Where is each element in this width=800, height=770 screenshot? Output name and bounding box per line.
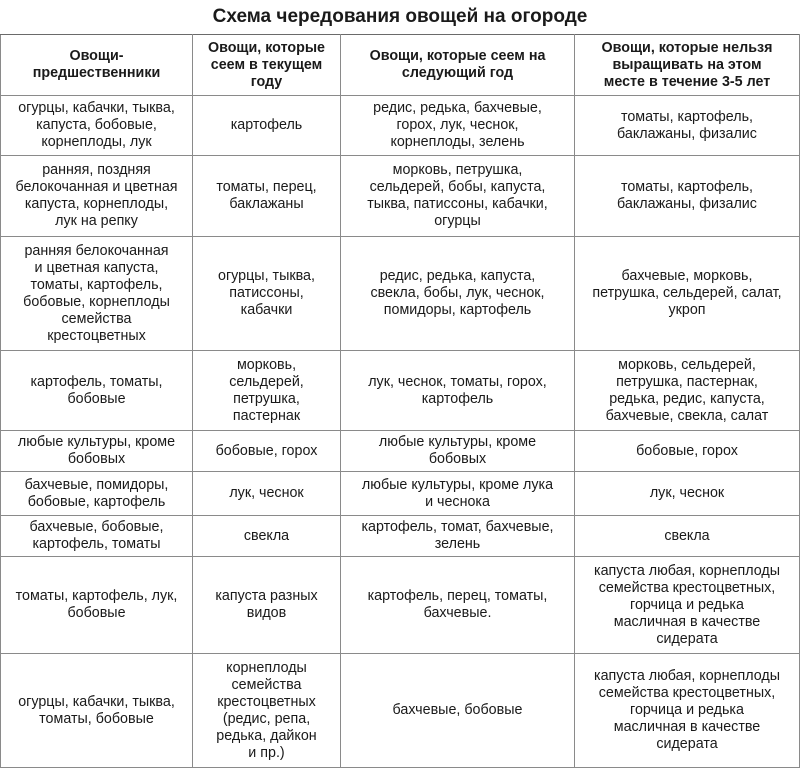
cell-text: любые культуры, кроме лука и чеснока [361, 476, 554, 510]
table-row [1, 156, 800, 237]
cell-text: морковь, петрушка, сельдерей, бобы, капуста, тыква, патиссоны, кабачки, огурцы [367, 162, 548, 229]
cell-text: бобовые, горох [215, 442, 318, 459]
cell-predecessors [1, 472, 193, 516]
cell-text: любые культуры, кроме бобовых [378, 434, 537, 467]
cell-next-year [341, 557, 575, 654]
cell-text: огурцы, кабачки, тыква, томаты, бобовые [18, 693, 175, 727]
header-forbidden [575, 35, 800, 96]
cell-text: бахчевые, бобовые, картофель, томаты [29, 519, 164, 552]
cell-forbidden [575, 96, 800, 156]
table-row [1, 351, 800, 431]
cell-next-year [341, 431, 575, 472]
header-label: Овощи, которые сеем на следующий год [369, 48, 546, 81]
cell-text: томаты, картофель, баклажаны, физалис [617, 108, 757, 142]
cell-current-year [193, 516, 341, 557]
cell-text: капуста разных видов [215, 588, 318, 621]
cell-text: огурцы, тыква, патиссоны, кабачки [218, 268, 315, 318]
cell-predecessors [1, 431, 193, 472]
header-label: Овощи- предшественники [32, 48, 161, 81]
cell-text: картофель, перец, томаты, бахчевые. [367, 588, 548, 621]
cell-predecessors [1, 654, 193, 768]
cell-predecessors [1, 237, 193, 351]
cell-text: свекла [664, 527, 710, 544]
cell-next-year [341, 472, 575, 516]
header-current-year [193, 35, 341, 96]
cell-text: бобовые, горох [636, 442, 738, 459]
cell-text: лук, чеснок [229, 485, 304, 501]
cell-text: лук, чеснок [649, 485, 725, 501]
cell-forbidden [575, 472, 800, 516]
cell-text: свекла [243, 527, 290, 544]
table-row [1, 516, 800, 557]
table-row [1, 654, 800, 768]
cell-text: бахчевые, морковь, петрушка, сельдерей, салат, укроп [592, 268, 782, 318]
cell-text: бахчевые, бобовые [392, 702, 523, 718]
table-row [1, 472, 800, 516]
cell-text: любые культуры, кроме бобовых [17, 434, 176, 467]
cell-text: огурцы, кабачки, тыква, капуста, бобовые, корнеплоды, лук [18, 100, 175, 150]
cell-current-year [193, 557, 341, 654]
cell-text: морковь, сельдерей, петрушка, пастернак [229, 356, 304, 424]
header-row [1, 35, 800, 96]
cell-next-year [341, 351, 575, 431]
cell-text: томаты, перец, баклажаны [216, 179, 317, 212]
table-row [1, 557, 800, 654]
cell-forbidden [575, 557, 800, 654]
cell-predecessors [1, 516, 193, 557]
cell-next-year [341, 654, 575, 768]
cell-predecessors [1, 96, 193, 156]
cell-text: томаты, картофель, лук, бобовые [15, 588, 178, 621]
cell-text: картофель, томаты, бобовые [30, 373, 163, 407]
cell-predecessors [1, 351, 193, 431]
cell-text: корнеплоды семейства крестоцветных (редис, репа, редька, дайкон и пр.) [216, 659, 317, 761]
cell-current-year [193, 156, 341, 237]
cell-next-year [341, 237, 575, 351]
cell-forbidden [575, 431, 800, 472]
crop-rotation-table [0, 34, 800, 768]
cell-predecessors [1, 557, 193, 654]
cell-forbidden [575, 156, 800, 237]
cell-current-year [193, 237, 341, 351]
cell-next-year [341, 96, 575, 156]
cell-next-year [341, 156, 575, 237]
cell-text: лук, чеснок, томаты, горох, картофель [368, 373, 547, 407]
cell-text: бахчевые, помидоры, бобовые, картофель [24, 476, 169, 510]
table-row [1, 431, 800, 472]
cell-text: томаты, картофель, баклажаны, физалис [617, 179, 757, 212]
table-row [1, 237, 800, 351]
cell-text: ранняя белокочанная и цветная капуста, томаты, картофель, бобовые, корнеплоды семейства крестоцветных [23, 242, 170, 344]
cell-current-year [193, 351, 341, 431]
cell-forbidden [575, 654, 800, 768]
cell-text: картофель, томат, бахчевые, зелень [361, 519, 554, 552]
cell-text: редис, редька, капуста, свекла, бобы, лук, чеснок, помидоры, картофель [370, 268, 545, 318]
cell-predecessors [1, 156, 193, 237]
cell-text: ранняя, поздняя белокочанная и цветная капуста, корнеплоды, лук на репку [15, 162, 178, 229]
header-predecessors [1, 35, 193, 96]
cell-text: морковь, сельдерей, петрушка, пастернак, редька, редис, капуста, бахчевые, свекла, салат [605, 356, 769, 424]
cell-text: картофель [230, 117, 303, 133]
cell-text: капуста любая, корнеплоды семейства крестоцветных, горчица и редька масличная в качестве сидерата [594, 562, 780, 647]
header-next-year [341, 35, 575, 96]
cell-forbidden [575, 351, 800, 431]
cell-forbidden [575, 237, 800, 351]
cell-next-year [341, 516, 575, 557]
cell-current-year [193, 431, 341, 472]
table-row [1, 96, 800, 156]
cell-forbidden [575, 516, 800, 557]
cell-current-year [193, 96, 341, 156]
page-title: Схема чередования овощей на огороде [212, 6, 588, 27]
cell-current-year [193, 654, 341, 768]
header-label: Овощи, которые нельзя выращивать на этом месте в течение 3-5 лет [601, 39, 773, 90]
cell-current-year [193, 472, 341, 516]
cell-text: капуста любая, корнеплоды семейства крестоцветных, горчица и редька масличная в качестве сидерата [594, 668, 780, 752]
cell-text: редис, редька, бахчевые, горох, лук, чеснок, корнеплоды, зелень [373, 100, 542, 150]
header-label: Овощи, которые сеем в текущем году [207, 39, 326, 90]
